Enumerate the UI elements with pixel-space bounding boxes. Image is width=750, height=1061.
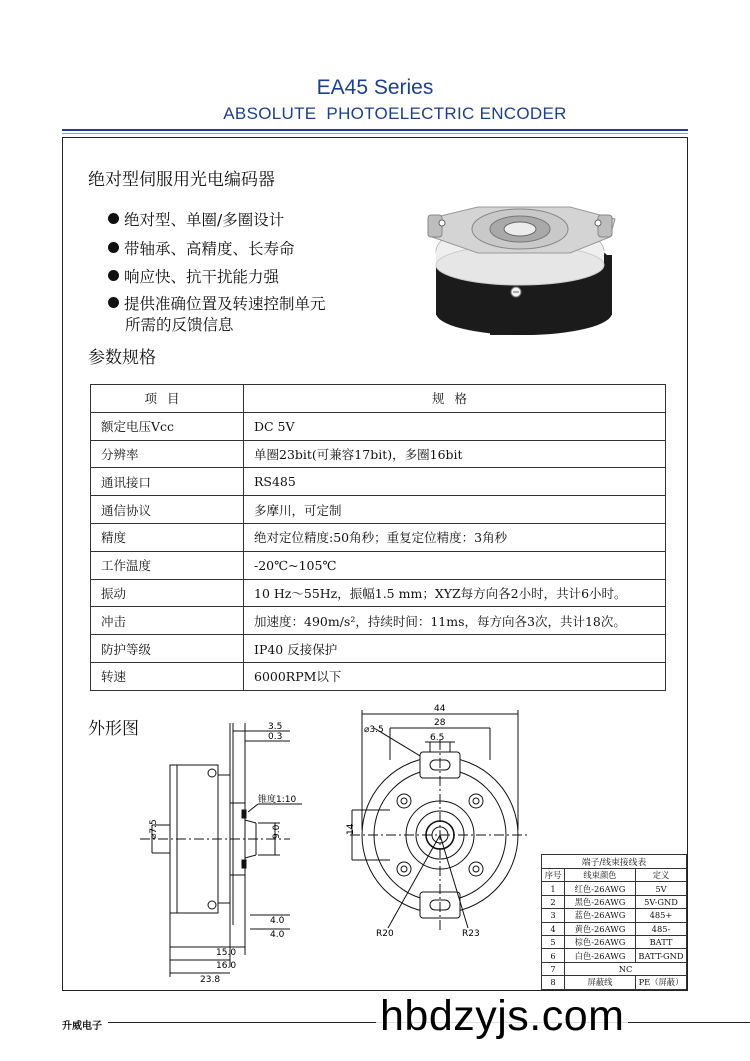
table-row bbox=[542, 962, 687, 975]
spec-header-row bbox=[91, 385, 666, 413]
wire-index: 6 bbox=[542, 949, 565, 962]
dim-label: R20 bbox=[376, 929, 394, 939]
feature-item: 绝对型、单圈/多圈设计 bbox=[108, 208, 284, 230]
bullet-icon bbox=[108, 242, 119, 253]
side-view-drawing bbox=[130, 715, 305, 985]
spec-value: 多摩川，可定制 bbox=[244, 496, 666, 524]
dim-label: 6.5 bbox=[430, 733, 445, 743]
table-row bbox=[91, 496, 666, 524]
company-name: 升威电子 bbox=[62, 1021, 102, 1032]
dim-label: 0.3 bbox=[268, 732, 283, 742]
wire-color: 白色-26AWG bbox=[565, 949, 636, 962]
series-title: EA45 Series bbox=[316, 76, 434, 99]
spec-header-spec: 规格 bbox=[244, 385, 666, 413]
spec-label: 防护等级 bbox=[91, 635, 244, 663]
wire-index: 4 bbox=[542, 922, 565, 935]
wire-color: 棕色-26AWG bbox=[565, 935, 636, 948]
bullet-icon bbox=[108, 213, 119, 224]
feature-continuation: 所需的反馈信息 bbox=[125, 316, 234, 334]
spec-section-title: 参数规格 bbox=[88, 348, 156, 368]
spec-value: DC 5V bbox=[244, 412, 666, 440]
spec-label: 分辨率 bbox=[91, 440, 244, 468]
wire-color: 红色-26AWG bbox=[565, 882, 636, 895]
wiring-table bbox=[541, 854, 687, 990]
dim-label: 44 bbox=[434, 704, 446, 714]
dim-label: 23.8 bbox=[200, 975, 221, 985]
wire-index: 2 bbox=[542, 895, 565, 908]
spec-label: 通信协议 bbox=[91, 496, 244, 524]
bullet-icon bbox=[108, 270, 119, 281]
table-row bbox=[91, 468, 666, 496]
wire-index: 5 bbox=[542, 935, 565, 948]
header-rule-thin bbox=[62, 133, 688, 134]
spec-label: 通讯接口 bbox=[91, 468, 244, 496]
dim-label: 3.5 bbox=[268, 722, 283, 732]
watermark: hbdzyjs.com bbox=[376, 992, 628, 1041]
wire-definition: 5V bbox=[636, 882, 687, 895]
product-subtitle: ABSOLUTE PHOTOELECTRIC ENCODER bbox=[223, 104, 567, 123]
wiring-header: 定义 bbox=[636, 869, 687, 882]
dim-label: 锥度1:10 bbox=[258, 795, 297, 805]
table-row bbox=[542, 922, 687, 935]
dim-label: 9.0 bbox=[272, 824, 282, 839]
header-rule bbox=[62, 129, 688, 131]
product-title: 绝对型伺服用光电编码器 bbox=[88, 170, 275, 190]
spec-label: 转速 bbox=[91, 662, 244, 690]
spec-label: 额定电压Vcc bbox=[91, 412, 244, 440]
table-row bbox=[542, 882, 687, 895]
spec-value: RS485 bbox=[244, 468, 666, 496]
wire-color: 黑色-26AWG bbox=[565, 895, 636, 908]
wire-index: 7 bbox=[542, 962, 565, 975]
wire-definition: 5V-GND bbox=[636, 895, 687, 908]
wiring-header-row bbox=[542, 869, 687, 882]
spec-label: 精度 bbox=[91, 523, 244, 551]
spec-label: 冲击 bbox=[91, 607, 244, 635]
spec-header-item: 项目 bbox=[91, 385, 244, 413]
spec-value: 绝对定位精度:50角秒；重复定位精度：3角秒 bbox=[244, 523, 666, 551]
wire-definition: PE（屏蔽） bbox=[636, 976, 687, 989]
dim-label: R23 bbox=[462, 929, 480, 939]
table-row bbox=[91, 662, 666, 690]
spec-value: 6000RPM以下 bbox=[244, 662, 666, 690]
wire-definition: 485+ bbox=[636, 909, 687, 922]
spec-table bbox=[90, 384, 666, 691]
wiring-header: 序号 bbox=[542, 869, 565, 882]
spec-value: 加速度：490m/s²，持续时间：11ms，每方向各3次，共计18次。 bbox=[244, 607, 666, 635]
wire-color: 屏蔽线 bbox=[565, 976, 636, 989]
spec-value: -20℃~105℃ bbox=[244, 551, 666, 579]
table-row bbox=[91, 523, 666, 551]
dim-label: 28 bbox=[434, 718, 446, 728]
wire-color: NC bbox=[565, 962, 687, 975]
table-row bbox=[542, 949, 687, 962]
wire-index: 1 bbox=[542, 882, 565, 895]
wire-index: 3 bbox=[542, 909, 565, 922]
dim-label: ⌀3.5 bbox=[364, 725, 384, 735]
table-row bbox=[542, 935, 687, 948]
wiring-header: 线束颜色 bbox=[565, 869, 636, 882]
table-row bbox=[91, 635, 666, 663]
table-row bbox=[542, 895, 687, 908]
wiring-table-caption: 端子/线束接线表 bbox=[542, 855, 687, 869]
dim-label: 16.0 bbox=[216, 961, 237, 971]
table-row bbox=[91, 412, 666, 440]
dim-label: 4.0 bbox=[270, 916, 285, 926]
bullet-icon bbox=[108, 297, 119, 308]
feature-item: 提供准确位置及转速控制单元 bbox=[108, 292, 326, 314]
front-view-drawing bbox=[330, 700, 550, 945]
spec-value: 单圈23bit(可兼容17bit)，多圈16bit bbox=[244, 440, 666, 468]
feature-item: 带轴承、高精度、长寿命 bbox=[108, 237, 295, 259]
table-row bbox=[91, 440, 666, 468]
spec-label: 振动 bbox=[91, 579, 244, 607]
encoder-photo bbox=[420, 195, 620, 345]
spec-label: 工作温度 bbox=[91, 551, 244, 579]
table-row bbox=[542, 909, 687, 922]
dim-label: ⌀7.5 bbox=[149, 819, 159, 839]
wire-index: 8 bbox=[542, 976, 565, 989]
wire-color: 黄色-26AWG bbox=[565, 922, 636, 935]
wire-color: 蓝色-26AWG bbox=[565, 909, 636, 922]
table-row bbox=[91, 579, 666, 607]
feature-item: 响应快、抗干扰能力强 bbox=[108, 265, 279, 287]
table-row bbox=[91, 551, 666, 579]
table-row bbox=[91, 607, 666, 635]
spec-value: 10 Hz～55Hz，振幅1.5 mm；XYZ每方向各2小时，共计6小时。 bbox=[244, 579, 666, 607]
dim-label: 4.0 bbox=[270, 930, 285, 940]
dim-label: 15.0 bbox=[216, 948, 237, 958]
drawing-section-title: 外形图 bbox=[88, 719, 139, 739]
wire-definition: BATT-GND bbox=[636, 949, 687, 962]
spec-value: IP40 反接保护 bbox=[244, 635, 666, 663]
dim-label: 14 bbox=[346, 823, 356, 835]
wire-definition: 485- bbox=[636, 922, 687, 935]
table-row bbox=[542, 976, 687, 989]
wire-definition: BATT bbox=[636, 935, 687, 948]
